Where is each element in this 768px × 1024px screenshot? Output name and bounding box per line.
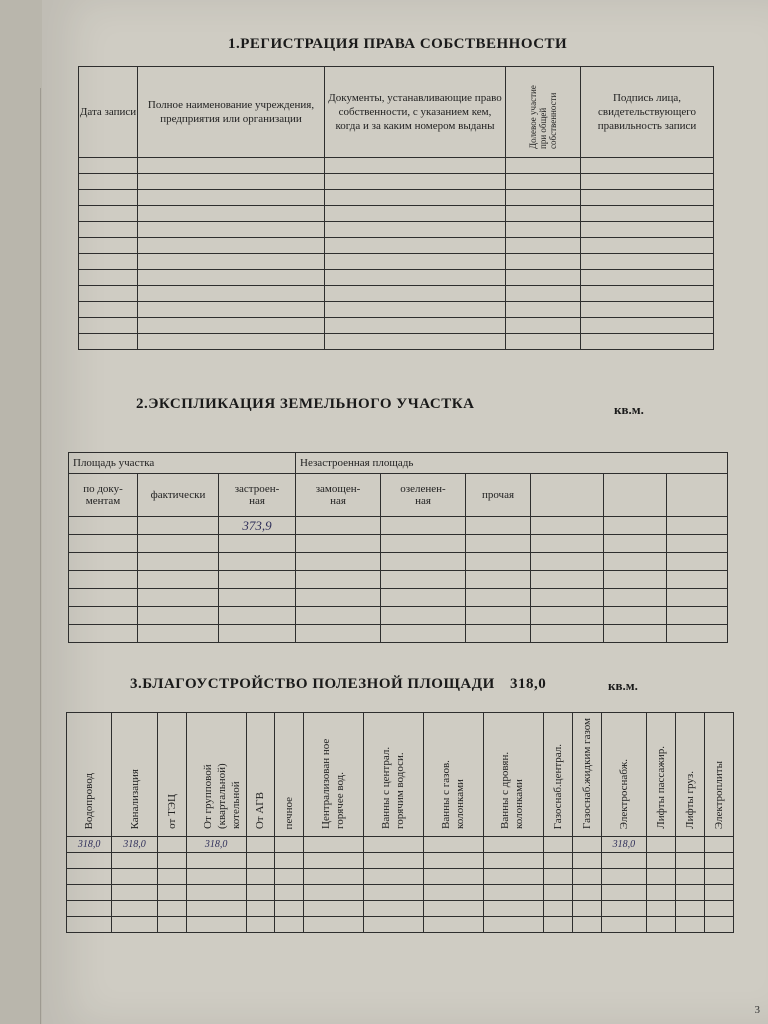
amenity-value-6 (304, 837, 364, 853)
col-built: застроен- ная (219, 474, 296, 517)
explication-row (69, 625, 728, 643)
amenity-row (67, 901, 734, 917)
amenity-value-4 (246, 837, 275, 853)
amenity-value-8 (424, 837, 484, 853)
explication-row (69, 571, 728, 589)
ownership-row (79, 270, 714, 286)
amenity-row (67, 853, 734, 869)
col-date: Дата записи (79, 67, 138, 158)
amenity-value-0: 318,0 (67, 837, 112, 853)
col-org: Полное наименование учреждения, предприятия или организации (138, 67, 325, 158)
ownership-row (79, 318, 714, 334)
amenity-value-13 (647, 837, 676, 853)
col-docs: Документы, устанавливающие право собственности, с указанием кем, когда и за каким номером выданы (325, 67, 506, 158)
section1-title: 1.РЕГИСТРАЦИЯ ПРАВА СОБСТВЕННОСТИ (228, 36, 568, 52)
amenity-col-12: Электроснабж. (601, 713, 646, 837)
amenity-col-7: Ванны с централ. горячим водоси. (364, 713, 424, 837)
amenity-col-11: Газоснаб.жидким газом (572, 713, 601, 837)
amenity-value-2 (157, 837, 186, 853)
ownership-row (79, 254, 714, 270)
section3-unit: кв.м. (608, 678, 638, 693)
amenity-col-10: Газоснаб.централ. (543, 713, 572, 837)
ownership-row (79, 190, 714, 206)
amenities-table (66, 712, 734, 933)
amenity-col-1: Канализация (112, 713, 157, 837)
amenity-row (67, 917, 734, 933)
ownership-table (78, 66, 714, 350)
section2-title: 2.ЭКСПЛИКАЦИЯ ЗЕМЕЛЬНОГО УЧАСТКА (136, 396, 475, 412)
amenity-value-10 (543, 837, 572, 853)
amenity-value-15 (704, 837, 733, 853)
ownership-row (79, 174, 714, 190)
amenity-value-9 (483, 837, 543, 853)
amenity-col-15: Электроплиты (704, 713, 733, 837)
group-area: Площадь участка (69, 453, 296, 474)
explication-row (69, 607, 728, 625)
amenity-col-9: Ванны с дровян. колонками (483, 713, 543, 837)
ownership-row (79, 222, 714, 238)
built-area-value: 373,9 (219, 517, 296, 535)
col-sign: Подпись лица, свидетельствующего правильность записи (581, 67, 714, 158)
ownership-row (79, 334, 714, 350)
amenity-col-0: Водопровод (67, 713, 112, 837)
ownership-row (79, 158, 714, 174)
amenity-value-1: 318,0 (112, 837, 157, 853)
land-explication-table (68, 452, 728, 643)
amenity-row (67, 869, 734, 885)
col-paved: замощен- ная (296, 474, 381, 517)
col-other: прочая (466, 474, 531, 517)
amenity-value-11 (572, 837, 601, 853)
amenity-col-14: Лифты груз. (676, 713, 705, 837)
amenity-col-3: От групповой (квартальной) котельной (186, 713, 246, 837)
amenity-value-7 (364, 837, 424, 853)
amenity-value-14 (676, 837, 705, 853)
col-actual: фактически (138, 474, 219, 517)
section3-total: 318,0 (510, 676, 547, 692)
amenity-col-4: От АГВ (246, 713, 275, 837)
document-page (42, 0, 768, 1024)
amenity-value-12: 318,0 (601, 837, 646, 853)
explication-row (69, 553, 728, 571)
section2-unit: кв.м. (614, 402, 644, 417)
amenity-value-5 (275, 837, 304, 853)
amenity-col-6: Централизован ное горячее вод. (304, 713, 364, 837)
ownership-row (79, 206, 714, 222)
ownership-row (79, 302, 714, 318)
col-by-docs: по доку- ментам (69, 474, 138, 517)
amenity-col-2: от ТЭЦ (157, 713, 186, 837)
explication-row (69, 589, 728, 607)
ownership-row (79, 286, 714, 302)
amenity-col-8: Ванны с газов. колонками (424, 713, 484, 837)
col-green: озеленен- ная (381, 474, 466, 517)
col-share: Долевое участие при общей собственности (506, 67, 581, 158)
page-number: 3 (754, 1004, 760, 1016)
amenity-col-13: Лифты пассажир. (647, 713, 676, 837)
explication-row (69, 535, 728, 553)
ownership-row (79, 238, 714, 254)
amenity-value-3: 318,0 (186, 837, 246, 853)
section3-title: 3.БЛАГОУСТРОЙСТВО ПОЛЕЗНОЙ ПЛОЩАДИ (130, 676, 495, 692)
group-unbuilt: Незастроенная площадь (296, 453, 728, 474)
amenity-col-5: печное (275, 713, 304, 837)
amenity-row (67, 885, 734, 901)
